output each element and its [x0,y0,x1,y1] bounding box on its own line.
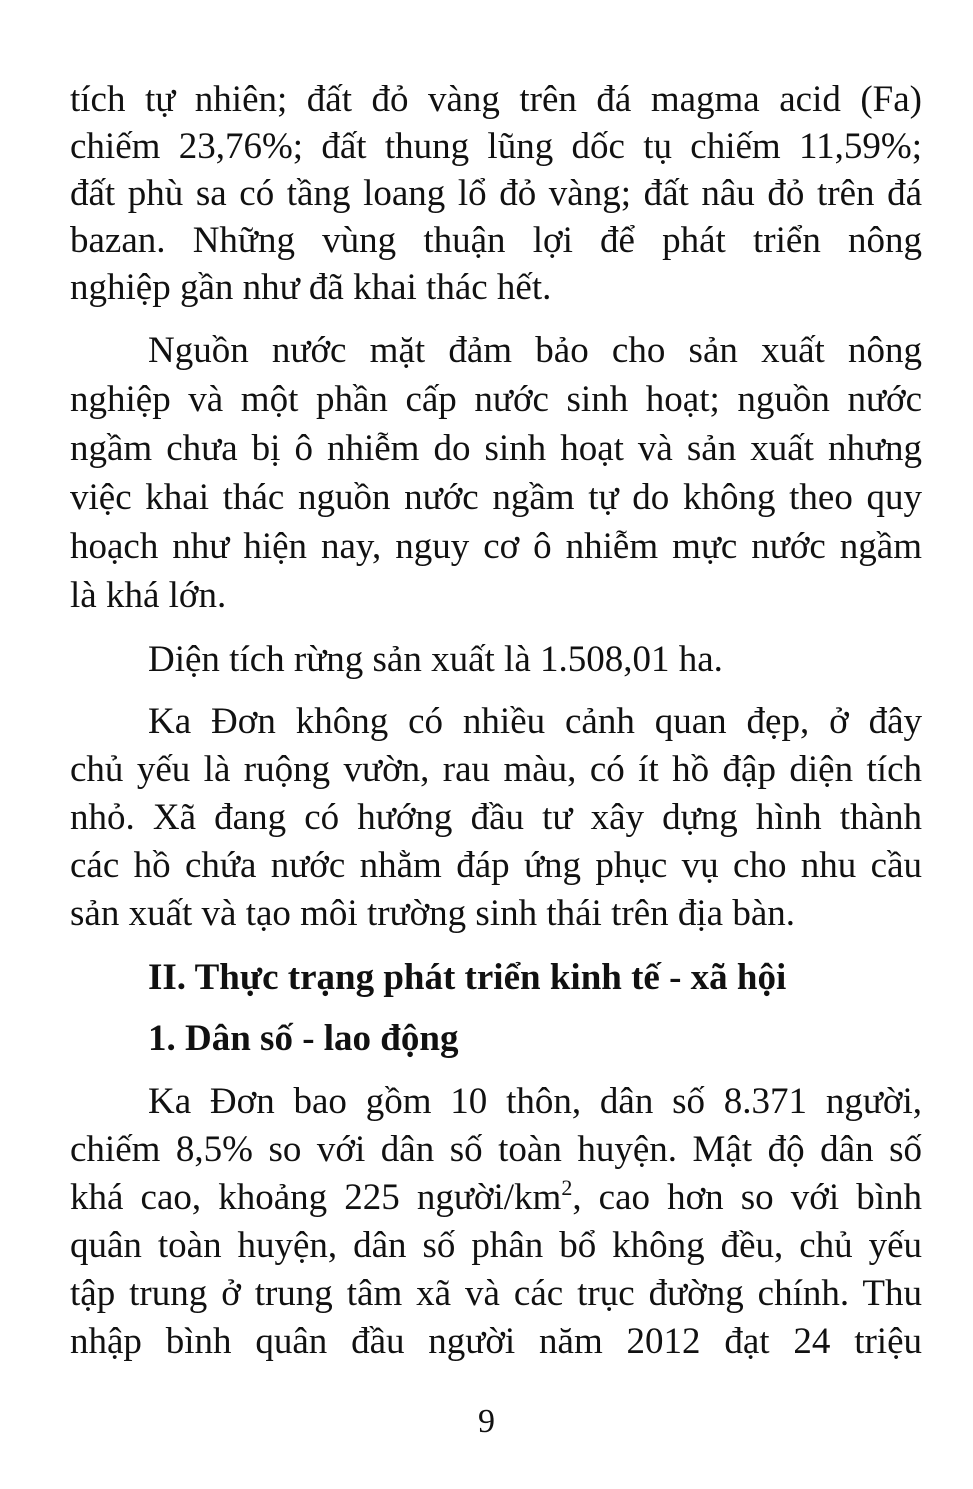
paragraph-4-line-1: Ka Đơn không có nhiều cảnh quan đẹp, ở đây [148,701,922,742]
paragraph-5-line-2: chiếm 8,5% so với dân số toàn huyện. Mật độ dân số [70,1129,922,1170]
paragraph-1-line-5: nghiệp gần như đã khai thác hết. [70,267,552,308]
subsection-heading: 1. Dân số - lao động [148,1018,459,1059]
paragraph-4-line-2: chủ yếu là ruộng vườn, rau màu, có ít hồ đập diện tích [70,749,922,790]
paragraph-3-line-1: Diện tích rừng sản xuất là 1.508,01 ha. [148,639,723,680]
section-heading: II. Thực trạng phát triển kinh tế - xã hội [148,957,787,998]
superscript-exponent: 2 [561,1175,573,1200]
paragraph-1-line-4: bazan. Những vùng thuận lợi để phát triển nông [70,220,922,261]
paragraph-2-line-1: Nguồn nước mặt đảm bảo cho sản xuất nông [148,330,922,371]
paragraph-5-line-3 [70,1176,922,1220]
paragraph-2-line-5: hoạch như hiện nay, nguy cơ ô nhiễm mực nước ngầm [70,526,922,567]
paragraph-1-line-1: tích tự nhiên; đất đỏ vàng trên đá magma acid (Fa) [70,79,922,120]
paragraph-5-line-6: nhập bình quân đầu người năm 2012 đạt 24 triệu [70,1321,922,1362]
paragraph-2-line-4: việc khai thác nguồn nước ngầm tự do không theo quy [70,477,922,518]
paragraph-2-line-6: là khá lớn. [70,575,227,616]
paragraph-4-line-4: các hồ chứa nước nhằm đáp ứng phục vụ cho nhu cầu [70,845,922,886]
paragraph-1-line-2: chiếm 23,76%; đất thung lũng dốc tụ chiếm 11,59%; [70,126,922,167]
paragraph-2-line-3: ngầm chưa bị ô nhiễm do sinh hoạt và sản xuất nhưng [70,428,922,469]
paragraph-5-line-3-end: , cao hơn so với bình [572,1177,923,1218]
page-number: 9 [478,1403,495,1440]
paragraph-2-line-2: nghiệp và một phần cấp nước sinh hoạt; nguồn nước [70,379,922,420]
paragraph-5-line-3-start: khá cao, khoảng 225 người/km [70,1177,562,1218]
paragraph-4-line-5: sản xuất và tạo môi trường sinh thái trên địa bàn. [70,893,795,934]
paragraph-5-line-5: tập trung ở trung tâm xã và các trục đường chính. Thu [70,1273,922,1314]
paragraph-5-line-1: Ka Đơn bao gồm 10 thôn, dân số 8.371 người, [148,1081,922,1122]
paragraph-4-line-3: nhỏ. Xã đang có hướng đầu tư xây dựng hình thành [70,797,922,838]
paragraph-5-line-4: quân toàn huyện, dân số phân bổ không đều, chủ yếu [70,1225,922,1266]
paragraph-1-line-3: đất phù sa có tầng loang lổ đỏ vàng; đất nâu đỏ trên đá [70,173,922,214]
